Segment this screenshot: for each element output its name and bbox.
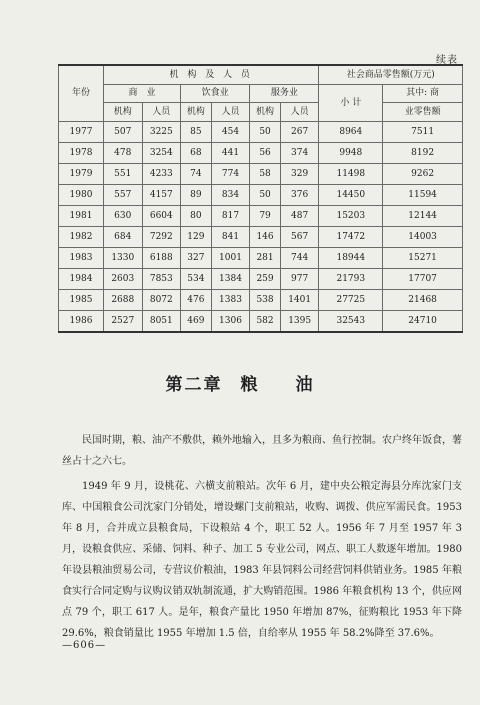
table-cell: 1330 <box>104 248 143 269</box>
sub-header-institutions: 机构 <box>250 103 281 122</box>
chapter-number: 第二章 <box>165 375 223 395</box>
year-cell: 1978 <box>59 143 104 164</box>
table-cell: 1384 <box>211 269 250 290</box>
table-cell: 12144 <box>383 206 463 227</box>
table-cell: 14450 <box>319 185 383 206</box>
table-cell: 6604 <box>142 206 181 227</box>
table-cell: 557 <box>104 185 143 206</box>
table-cell: 582 <box>250 311 281 333</box>
table-cell: 281 <box>250 248 281 269</box>
sector-header-commerce: 商 业 <box>104 85 181 103</box>
chapter-title-part-1: 粮 <box>240 375 260 395</box>
year-cell: 1983 <box>59 248 104 269</box>
subtotal-header: 小 计 <box>319 85 383 122</box>
table-cell: 841 <box>211 227 250 248</box>
table-cell: 11498 <box>319 164 383 185</box>
table-row <box>59 311 463 333</box>
table-cell: 476 <box>181 290 212 311</box>
chapter-title-part-2: 油 <box>295 375 315 395</box>
table-cell: 8072 <box>142 290 181 311</box>
table-cell: 329 <box>280 164 319 185</box>
table-cell: 538 <box>250 290 281 311</box>
table-cell: 684 <box>104 227 143 248</box>
table-row <box>59 248 463 269</box>
sub-header-institutions: 机构 <box>181 103 212 122</box>
table-cell: 744 <box>280 248 319 269</box>
table-cell: 21468 <box>383 290 463 311</box>
table-cell: 374 <box>280 143 319 164</box>
table-cell: 8192 <box>383 143 463 164</box>
table-cell: 15271 <box>383 248 463 269</box>
table-cell: 50 <box>250 185 281 206</box>
retail-header-line2: 业零售额 <box>383 103 463 122</box>
body-text <box>62 430 462 648</box>
table-cell: 977 <box>280 269 319 290</box>
table-row <box>59 269 463 290</box>
table-cell: 834 <box>211 185 250 206</box>
table-cell: 630 <box>104 206 143 227</box>
table-cell: 259 <box>250 269 281 290</box>
table-cell: 6188 <box>142 248 181 269</box>
table-cell: 1395 <box>280 311 319 333</box>
year-cell: 1986 <box>59 311 104 333</box>
sub-header-staff: 人员 <box>142 103 181 122</box>
table-row <box>59 290 463 311</box>
table-cell: 1383 <box>211 290 250 311</box>
table-cell: 9262 <box>383 164 463 185</box>
table-cell: 15203 <box>319 206 383 227</box>
sector-header-service: 服务业 <box>250 85 319 103</box>
table-cell: 80 <box>181 206 212 227</box>
table-cell: 4157 <box>142 185 181 206</box>
table-cell: 7511 <box>383 122 463 143</box>
sector-header-catering: 饮食业 <box>181 85 250 103</box>
table-cell: 27725 <box>319 290 383 311</box>
continued-label: 续表 <box>436 55 458 66</box>
table-row <box>59 227 463 248</box>
table-cell: 89 <box>181 185 212 206</box>
table-row <box>59 122 463 143</box>
table-cell: 14003 <box>383 227 463 248</box>
table-body <box>59 122 463 333</box>
table-cell: 50 <box>250 122 281 143</box>
year-cell: 1982 <box>59 227 104 248</box>
year-cell: 1979 <box>59 164 104 185</box>
table-cell: 478 <box>104 143 143 164</box>
table-cell: 7292 <box>142 227 181 248</box>
table-cell: 129 <box>181 227 212 248</box>
table-cell: 79 <box>250 206 281 227</box>
table-cell: 327 <box>181 248 212 269</box>
table-cell: 8964 <box>319 122 383 143</box>
year-cell: 1981 <box>59 206 104 227</box>
chapter-title <box>0 370 480 395</box>
table-cell: 567 <box>280 227 319 248</box>
table-cell: 2603 <box>104 269 143 290</box>
paragraph-2: 1949 年 9 月，设桃花、六横支前粮站。次年 6 月，建中央公粮定海县分库沈家门支库、中国粮食公司沈家门分销处，增设螺门支前粮站，收购、调拨、供应军需民食。1953 年 8 月，合并成立县粮食局，下设粮站 4 个，职工 52 人。1956 年 7 月至 1957 年 3 月，设粮食供应、采储、饲料、种子、加工 5 专业公司，网点、职工人数逐年增加。1980 年设县粮油贸易公司，专营议价粮油，1983 年县饲料公司经营饲料供销业务。1985 年粮食实行合同定购与议购议销双轨制流通，扩大购销范围。1986 年粮食机构 13 个，供应网点 79 个，职工 617 人。是年，粮食产量比 1950 年增加 87%，征购粮比 1953 年下降 29.6%，粮食销量比 1955 年增加 1.5 倍，自给率从 1955 年 58.2%降至 37.6%。 <box>62 481 462 639</box>
table-cell: 1401 <box>280 290 319 311</box>
table-cell: 21793 <box>319 269 383 290</box>
retail-header-line1: 其中: 商 <box>383 85 463 103</box>
table-cell: 9948 <box>319 143 383 164</box>
group-header: 机 构 及 人 员 <box>104 65 319 85</box>
year-cell: 1977 <box>59 122 104 143</box>
table-cell: 1306 <box>211 311 250 333</box>
statistics-table <box>58 64 463 333</box>
table-cell: 2688 <box>104 290 143 311</box>
table-cell: 487 <box>280 206 319 227</box>
year-cell: 1980 <box>59 185 104 206</box>
table-cell: 146 <box>250 227 281 248</box>
table-cell: 3254 <box>142 143 181 164</box>
table-cell: 74 <box>181 164 212 185</box>
year-cell: 1984 <box>59 269 104 290</box>
sub-header-staff: 人员 <box>211 103 250 122</box>
sub-header-staff: 人员 <box>280 103 319 122</box>
table-cell: 507 <box>104 122 143 143</box>
table-cell: 551 <box>104 164 143 185</box>
table-row <box>59 185 463 206</box>
year-cell: 1985 <box>59 290 104 311</box>
table-cell: 267 <box>280 122 319 143</box>
table-cell: 8051 <box>142 311 181 333</box>
table-cell: 58 <box>250 164 281 185</box>
table-cell: 32543 <box>319 311 383 333</box>
table-cell: 7853 <box>142 269 181 290</box>
table-cell: 24710 <box>383 311 463 333</box>
table-cell: 18944 <box>319 248 383 269</box>
table-row <box>59 143 463 164</box>
table-cell: 534 <box>181 269 212 290</box>
table-cell: 56 <box>250 143 281 164</box>
paragraph-1: 民国时期，粮、油产不敷供，赖外地输入，且多为粮商、鱼行控制。农户终年饭食，薯丝占十之六七。 <box>62 435 462 467</box>
table-cell: 817 <box>211 206 250 227</box>
table-cell: 441 <box>211 143 250 164</box>
table-cell: 454 <box>211 122 250 143</box>
table-cell: 3225 <box>142 122 181 143</box>
table-row <box>59 206 463 227</box>
year-header: 年份 <box>59 65 104 122</box>
table-cell: 4233 <box>142 164 181 185</box>
sales-header: 社会商品零售额(万元) <box>319 65 463 85</box>
table-cell: 2527 <box>104 311 143 333</box>
table-cell: 17707 <box>383 269 463 290</box>
sub-header-institutions: 机构 <box>104 103 143 122</box>
page-number: —606— <box>62 640 107 651</box>
table-cell: 85 <box>181 122 212 143</box>
table-cell: 11594 <box>383 185 463 206</box>
table-cell: 376 <box>280 185 319 206</box>
statistics-table-container <box>58 64 463 333</box>
table-cell: 68 <box>181 143 212 164</box>
table-cell: 469 <box>181 311 212 333</box>
table-cell: 17472 <box>319 227 383 248</box>
table-cell: 1001 <box>211 248 250 269</box>
table-cell: 774 <box>211 164 250 185</box>
table-row <box>59 164 463 185</box>
